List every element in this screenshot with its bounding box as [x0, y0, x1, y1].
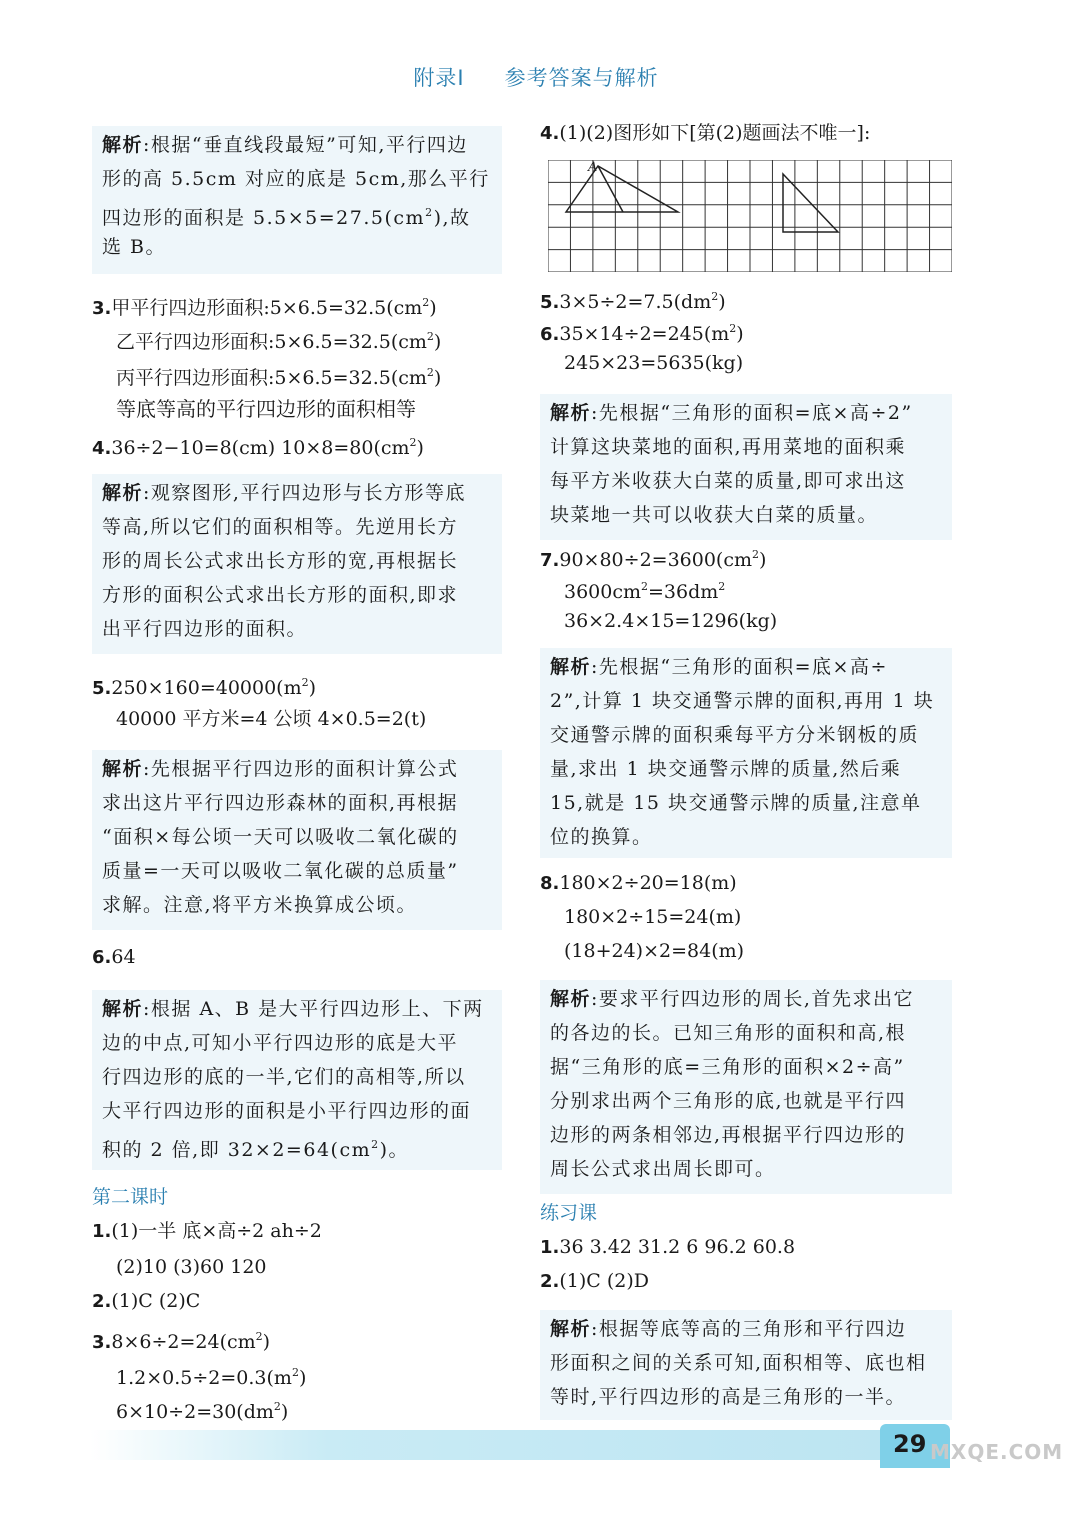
note-box: 解析:根据等底等高的三角形和平行四边 形面积之间的关系可知,面积相等、底也相 等时,平行四边形的高是三角形的一半。 [540, 1310, 952, 1420]
answer-6: 6.64 [92, 946, 136, 968]
note-box: 解析:要求平行四边形的周长,首先求出它 的各边的长。已知三角形的面积和高,根 据“三角形的底=三角形的面积×2÷高” 分别求出两个三角形的底,也就是平行四 边形的两条相邻边,再根据平行四边形的 周长公式求出周长即可。 [540, 980, 952, 1194]
practice-answer-1: 1.36 3.42 31.2 6 96.2 60.8 [540, 1236, 796, 1258]
footer-band [90, 1430, 880, 1460]
page-header [0, 62, 1072, 92]
note-box: 解析:根据 A、B 是大平行四边形上、下两 边的中点,可知小平行四边形的底是大平 行四边形的底的一半,它们的高相等,所以 大平行四边形的面积是小平行四边形的面 积的 2 倍,即 $32\times 2=64(cm^2)$。 [92, 990, 502, 1170]
answer-r5: $5.3\times 5\div 2=7.5(dm^2)$ [540, 290, 726, 313]
lesson2-answer-2: 2.(1)C (2)C [92, 1290, 201, 1312]
point-label-a: A [588, 160, 598, 175]
header-title: 参考答案与解析 [504, 66, 659, 90]
page-number: 29 [893, 1430, 927, 1458]
watermark: MXQE.COM [930, 1440, 1064, 1464]
lesson2-answer-3: $3.8\times 6\div 2=24(cm^2)$ [92, 1330, 271, 1353]
note-box: 解析:先根据平行四边形的面积计算公式 求出这片平行四边形森林的面积,再根据 “面积×每公顷一天可以吸收二氧化碳的 质量=一天可以吸收二氧化碳的总质量” 求解。注意,将平方米换算成公顷。 [92, 750, 502, 930]
answer-r4: 4.(1)(2)图形如下[第(2)题画法不唯一]: [540, 122, 871, 144]
answer-r6: $6.35\times 14\div 2=245(m^2)$ [540, 322, 744, 345]
answer-r8: 8.180×2÷20=18(m) [540, 872, 737, 894]
note-box: 解析:根据“垂直线段最短”可知,平行四边 形的高 5.5cm 对应的底是 5cm,那么平行 四边形的面积是 $5.5\times 5=27.5(cm^2)$,故 选 B。 [92, 126, 502, 274]
answer-3: 3.甲平行四边形面积$:5\times 6.5=32.5(cm^2)$ [92, 296, 437, 319]
note-box: 解析:观察图形,平行四边形与长方形等底 等高,所以它们的面积相等。先逆用长方 形的周长公式求出长方形的宽,再根据长 方形的面积公式求出长方形的面积,即求 出平行四边形的面积。 [92, 474, 502, 654]
section-title: 练习课 [540, 1202, 598, 1224]
header-appendix: 附录Ⅰ [413, 66, 465, 90]
note-box: 解析:先根据“三角形的面积=底×高÷ 2”,计算 1 块交通警示牌的面积,再用 1 块 交通警示牌的面积乘每平方分米钢板的质 量,求出 1 块交通警示牌的质量,然后乘 15,就是 15 块交通警示牌的质量,注意单 位的换算。 [540, 648, 952, 858]
answer-r7: $7.90\times 80\div 2=3600(cm^2)$ [540, 548, 767, 571]
practice-answer-2: 2.(1)C (2)D [540, 1270, 650, 1292]
lesson2-answer-1: 1.(1)一半 底×高÷2 ah÷2 [92, 1220, 322, 1242]
answer-4: 4.36÷2−10=8(cm) $10\times 8=80(cm^2)$ [92, 436, 424, 459]
note-box: 解析:先根据“三角形的面积=底×高÷2” 计算这块菜地的面积,再用菜地的面积乘 每平方米收获大白菜的质量,即可求出这 块菜地一共可以收获大白菜的质量。 [540, 394, 952, 540]
answer-5: $5.250\times 160=40000(m^2)$ [92, 676, 317, 699]
grid-figure [548, 160, 952, 272]
section-title: 第二课时 [92, 1186, 169, 1208]
